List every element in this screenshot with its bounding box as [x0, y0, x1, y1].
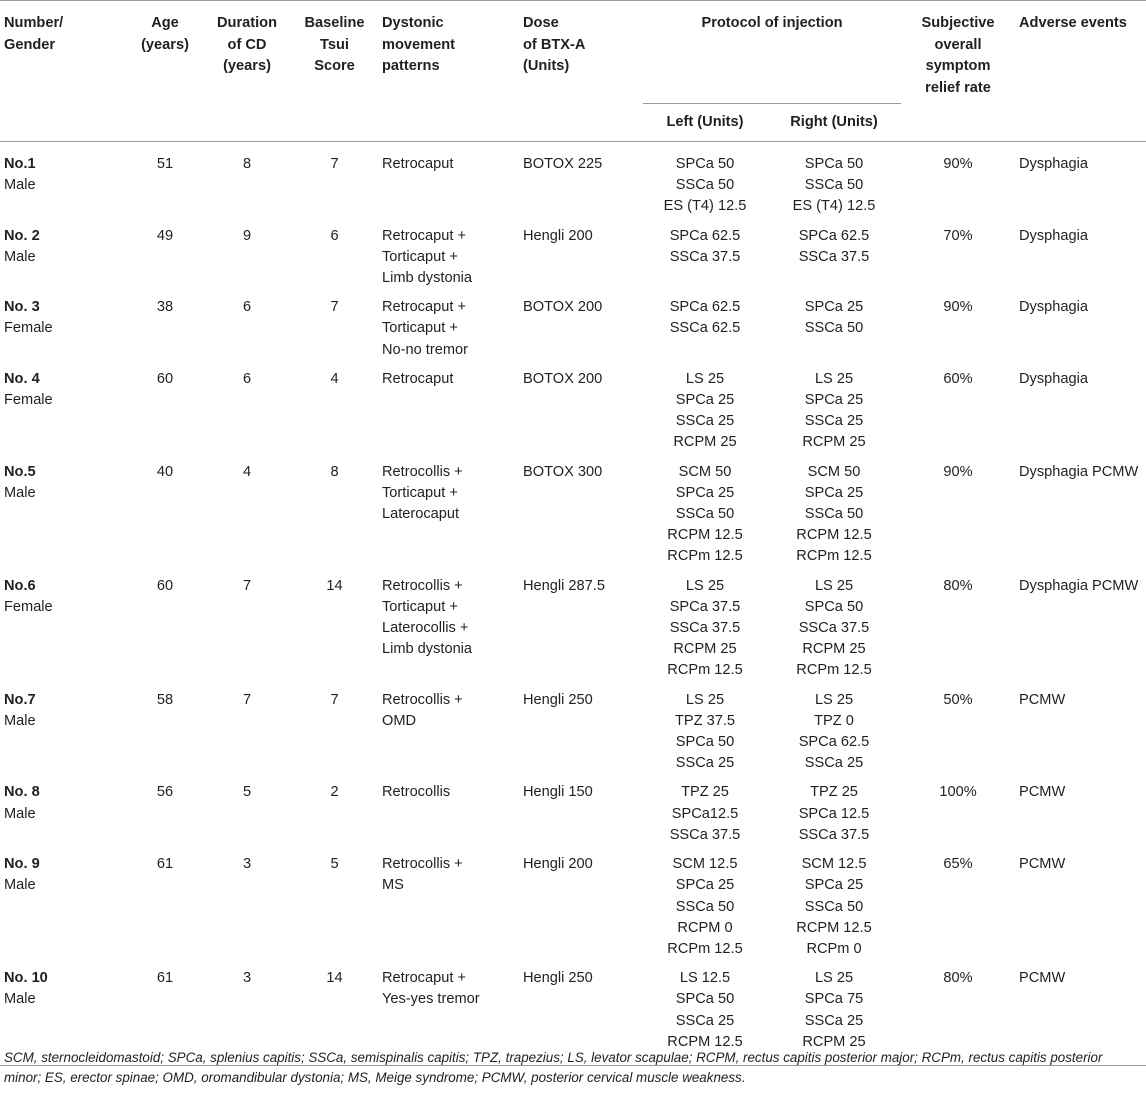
- cell-age: 60: [156, 370, 174, 387]
- cell-right: SCM 50 SPCa 25 SSCa 50 RCPM 12.5 RCPm 12.5: [796, 463, 872, 565]
- cell-tsui: 2: [330, 784, 339, 801]
- header-patterns: Dystonic movement patterns: [378, 1, 519, 142]
- cell-adverse: PCMW: [1019, 856, 1066, 873]
- cell-adverse: Dysphagia PCMW: [1019, 463, 1139, 480]
- cell-tsui: 8: [330, 463, 339, 480]
- cell-adverse: PCMW: [1019, 691, 1066, 708]
- cell-relief: 65%: [943, 856, 973, 873]
- cell-adverse: Dysphagia: [1019, 370, 1088, 387]
- table-body: [0, 142, 1146, 1066]
- cell-duration: 7: [242, 577, 252, 594]
- cell-relief: 90%: [943, 463, 973, 480]
- cell-tsui: 7: [330, 299, 339, 316]
- cell-tsui: 7: [330, 156, 339, 172]
- header-adverse: Adverse events: [1015, 1, 1146, 142]
- cell-age: 51: [156, 156, 174, 172]
- table-row: [0, 572, 1146, 686]
- cell-relief: 80%: [943, 577, 973, 594]
- cell-relief: 60%: [943, 370, 973, 387]
- header-tsui: Baseline Tsui Score: [291, 1, 378, 142]
- cell-dose: BOTOX 225: [523, 156, 603, 172]
- table-row: [0, 686, 1146, 779]
- cell-patterns: Retrocollis + Torticaput + Laterocaput: [382, 463, 463, 523]
- cell-right: SPCa 25 SSCa 50: [804, 299, 864, 337]
- cell-duration: 3: [242, 856, 252, 873]
- cell-patterns: Retrocollis + MS: [382, 856, 463, 894]
- cell-duration: 7: [242, 691, 252, 708]
- cell-duration: 3: [203, 964, 291, 1065]
- cell-relief: 70%: [943, 227, 973, 244]
- cell-left: SCM 12.5 SPCa 25 SSCa 50 RCPM 0 RCPm 12.5: [667, 856, 743, 957]
- cell-left: TPZ 25 SPCa12.5 SSCa 37.5: [669, 784, 741, 843]
- header-protocol: Protocol of injection: [643, 1, 901, 104]
- table-row: [0, 458, 1146, 572]
- cell-number-gender: No. 4 Female: [4, 370, 53, 409]
- cell-patterns: Retrocollis: [382, 784, 451, 801]
- cell-age: 61: [156, 856, 174, 873]
- cell-left: LS 25 SPCa 25 SSCa 25 RCPM 25: [673, 370, 737, 451]
- cell-tsui: 7: [330, 691, 339, 708]
- cell-patterns: Retrocollis + Torticaput + Laterocollis + Limb dystonia: [382, 577, 473, 658]
- cell-age: 49: [156, 227, 174, 244]
- cell-right: LS 25 SPCa 50 SSCa 37.5 RCPM 25 RCPm 12.5: [796, 577, 872, 679]
- table-row: [0, 142, 1146, 222]
- cell-tsui: 4: [330, 370, 339, 387]
- header-dose: Dose of BTX-A (Units): [519, 1, 643, 142]
- cell-tsui: 14: [291, 964, 378, 1065]
- header-right: Right (Units): [767, 103, 901, 142]
- cell-dose: Hengli 250: [523, 691, 593, 708]
- cell-duration: 6: [242, 370, 252, 387]
- header-duration: Duration of CD (years): [203, 1, 291, 142]
- cell-right: LS 25 SPCa 75 SSCa 25 RCPM 25: [767, 964, 901, 1065]
- cell-right: TPZ 25 SPCa 12.5 SSCa 37.5: [798, 784, 870, 843]
- cell-duration: 5: [242, 784, 252, 801]
- table-row: [0, 850, 1146, 964]
- cell-adverse: Dysphagia: [1019, 227, 1088, 244]
- cell-age: 38: [156, 299, 174, 316]
- cell-dose: BOTOX 300: [523, 463, 603, 480]
- cell-patterns: Retrocaput: [382, 370, 454, 387]
- cell-number-gender: No. 10 Male: [0, 964, 127, 1065]
- cell-dose: Hengli 200: [523, 227, 593, 244]
- cell-duration: 9: [242, 227, 252, 244]
- cell-right: SCM 12.5 SPCa 25 SSCa 50 RCPM 12.5 RCPm 0: [796, 856, 872, 957]
- cell-left: SCM 50 SPCa 25 SSCa 50 RCPM 12.5 RCPm 12.5: [667, 463, 743, 565]
- cell-left: LS 25 SPCa 37.5 SSCa 37.5 RCPM 25 RCPm 12.5: [667, 577, 743, 679]
- cell-patterns: Retrocollis + OMD: [382, 691, 463, 729]
- cell-number-gender: No. 8 Male: [4, 784, 40, 822]
- header-number-gender: Number/ Gender: [0, 1, 127, 142]
- header-relief: Subjective overall symptom relief rate: [901, 1, 1015, 142]
- cell-dose: Hengli 287.5: [523, 577, 605, 594]
- cell-dose: Hengli 250: [519, 964, 643, 1065]
- cell-left: SPCa 62.5 SSCa 37.5: [669, 227, 741, 265]
- cell-right: LS 25 SPCa 25 SSCa 25 RCPM 25: [802, 370, 866, 451]
- cell-tsui: 6: [330, 227, 339, 244]
- cell-relief: 80%: [901, 964, 1015, 1065]
- cell-duration: 4: [242, 463, 252, 480]
- cell-number-gender: No.6 Female: [4, 577, 53, 615]
- cell-relief: 100%: [939, 784, 977, 801]
- cell-relief: 50%: [943, 691, 973, 708]
- cell-patterns: Retrocaput + Yes-yes tremor: [378, 964, 519, 1065]
- cell-left: SPCa 50 SSCa 50 ES (T4) 12.5: [663, 156, 747, 215]
- cell-left: SPCa 62.5 SSCa 62.5: [669, 299, 741, 337]
- cell-number-gender: No.7 Male: [4, 691, 36, 729]
- cell-age: 56: [156, 784, 174, 801]
- cell-age: 61: [127, 964, 203, 1065]
- cell-right: SPCa 62.5 SSCa 37.5: [798, 227, 870, 265]
- table-row: [0, 222, 1146, 294]
- cell-duration: 6: [242, 299, 252, 316]
- cell-number-gender: No. 2 Male: [4, 227, 40, 265]
- cell-right: SPCa 50 SSCa 50 ES (T4) 12.5: [792, 156, 876, 215]
- cell-dose: BOTOX 200: [523, 299, 603, 316]
- cell-age: 58: [156, 691, 174, 708]
- cell-adverse: PCMW: [1015, 964, 1146, 1065]
- cell-tsui: 5: [330, 856, 339, 873]
- table-row: [0, 293, 1146, 365]
- cell-number-gender: No. 3 Female: [4, 299, 53, 337]
- header-left: Left (Units): [643, 103, 767, 142]
- header-age: Age (years): [127, 1, 203, 142]
- table-row: [0, 365, 1146, 458]
- cell-adverse: Dysphagia PCMW: [1019, 577, 1139, 594]
- cell-patterns: Retrocaput: [382, 156, 454, 172]
- cell-dose: Hengli 200: [523, 856, 593, 873]
- cell-age: 40: [156, 463, 174, 480]
- cell-adverse: Dysphagia: [1019, 156, 1088, 172]
- cell-adverse: PCMW: [1019, 784, 1066, 801]
- cell-patterns: Retrocaput + Torticaput + Limb dystonia: [382, 227, 473, 287]
- table-row: [0, 778, 1146, 850]
- cell-adverse: Dysphagia: [1019, 299, 1088, 316]
- cell-number-gender: No. 9 Male: [4, 856, 40, 894]
- cell-tsui: 14: [326, 577, 343, 594]
- cell-patterns: Retrocaput + Torticaput + No-no tremor: [382, 299, 468, 358]
- cell-relief: 90%: [943, 299, 973, 316]
- cell-number-gender: No.5 Male: [4, 463, 36, 501]
- cell-number-gender: No.1 Male: [4, 156, 36, 194]
- cell-left: LS 25 TPZ 37.5 SPCa 50 SSCa 25: [674, 691, 736, 772]
- cell-duration: 8: [242, 156, 252, 172]
- cell-dose: Hengli 150: [523, 784, 593, 801]
- cell-left: LS 12.5 SPCa 50 SSCa 25 RCPM 12.5: [643, 964, 767, 1065]
- cell-dose: BOTOX 200: [523, 370, 603, 387]
- cell-right: LS 25 TPZ 0 SPCa 62.5 SSCa 25: [798, 691, 870, 772]
- cell-relief: 90%: [943, 156, 973, 172]
- table-footnote: SCM, sternocleidomastoid; SPCa, splenius capitis; SSCa, semispinalis capitis; TPZ, trapezius; LS, levator scapulae; RCPM, rectus capitis posterior major; RCPm, rectus capitis posterior minor; ES, erector spinae; OMD, oromandibular dystonia; MS, Meige syndrome; PCMW, posterior cervical muscle weakness.: [4, 1050, 1103, 1085]
- table-header: [0, 1, 1146, 142]
- cell-age: 60: [156, 577, 174, 594]
